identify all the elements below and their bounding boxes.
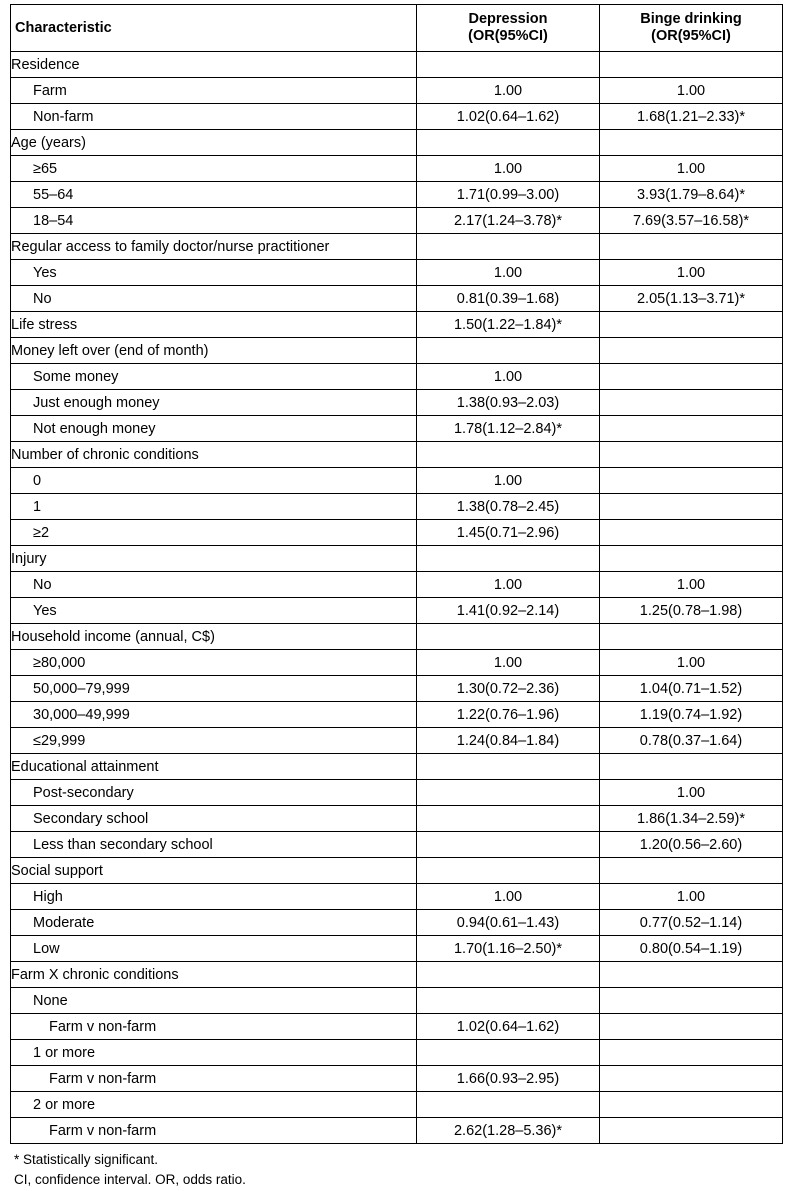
cell-depression (417, 130, 600, 156)
table-row (11, 104, 783, 130)
table-row (11, 520, 783, 546)
cell-depression: 1.00 (417, 78, 600, 104)
table-row (11, 624, 783, 650)
cell-depression (417, 1092, 600, 1118)
cell-binge-drinking: 1.00 (600, 78, 783, 104)
row-label: Post-secondary (11, 780, 417, 806)
table-row (11, 260, 783, 286)
cell-depression (417, 962, 600, 988)
table-row (11, 442, 783, 468)
cell-binge-drinking (600, 962, 783, 988)
footnote: CI, confidence interval. OR, odds ratio. (14, 1172, 246, 1188)
row-label: Some money (11, 364, 417, 390)
cell-depression: 1.78(1.12–2.84)* (417, 416, 600, 442)
row-label: Household income (annual, C$) (11, 624, 417, 650)
table-row (11, 806, 783, 832)
cell-binge-drinking: 1.00 (600, 260, 783, 286)
cell-depression: 1.50(1.22–1.84)* (417, 312, 600, 338)
row-label: ≥80,000 (11, 650, 417, 676)
cell-binge-drinking: 1.00 (600, 650, 783, 676)
cell-depression: 1.41(0.92–2.14) (417, 598, 600, 624)
cell-binge-drinking (600, 52, 783, 78)
row-label: Residence (11, 52, 417, 78)
table-row (11, 1040, 783, 1066)
row-label: Money left over (end of month) (11, 338, 417, 364)
table-header-row (11, 5, 783, 52)
cell-depression (417, 338, 600, 364)
cell-binge-drinking (600, 364, 783, 390)
cell-depression (417, 806, 600, 832)
cell-binge-drinking: 1.25(0.78–1.98) (600, 598, 783, 624)
row-label: 0 (11, 468, 417, 494)
cell-depression: 1.00 (417, 884, 600, 910)
cell-binge-drinking: 1.19(0.74–1.92) (600, 702, 783, 728)
table-row (11, 182, 783, 208)
cell-depression: 1.38(0.93–2.03) (417, 390, 600, 416)
cell-depression: 1.00 (417, 572, 600, 598)
cell-binge-drinking (600, 338, 783, 364)
cell-depression: 1.00 (417, 156, 600, 182)
table-row (11, 1092, 783, 1118)
table-row (11, 364, 783, 390)
cell-depression (417, 442, 600, 468)
footnote: * Statistically significant. (14, 1152, 159, 1167)
table-row (11, 468, 783, 494)
row-label: Not enough money (11, 416, 417, 442)
cell-depression (417, 858, 600, 884)
cell-binge-drinking: 1.00 (600, 572, 783, 598)
cell-depression (417, 754, 600, 780)
cell-binge-drinking (600, 1118, 783, 1144)
cell-binge-drinking: 1.20(0.56–2.60) (600, 832, 783, 858)
row-label: Life stress (11, 312, 417, 338)
row-label: High (11, 884, 417, 910)
cell-depression: 1.22(0.76–1.96) (417, 702, 600, 728)
row-label: Farm (11, 78, 417, 104)
table-row (11, 416, 783, 442)
table-row (11, 546, 783, 572)
table-row (11, 1066, 783, 1092)
row-label: Educational attainment (11, 754, 417, 780)
table-row (11, 650, 783, 676)
cell-binge-drinking (600, 624, 783, 650)
cell-depression (417, 988, 600, 1014)
row-label: ≥65 (11, 156, 417, 182)
row-label: Farm X chronic conditions (11, 962, 417, 988)
cell-binge-drinking (600, 390, 783, 416)
column-header-binge-line1: Binge drinking (640, 11, 742, 28)
cell-depression: 1.24(0.84–1.84) (417, 728, 600, 754)
cell-binge-drinking: 1.04(0.71–1.52) (600, 676, 783, 702)
row-label: 55–64 (11, 182, 417, 208)
table-row (11, 910, 783, 936)
column-header-depression-line1: Depression (468, 11, 548, 28)
cell-depression: 1.00 (417, 260, 600, 286)
row-label: Age (years) (11, 130, 417, 156)
cell-depression: 1.30(0.72–2.36) (417, 676, 600, 702)
row-label: 1 or more (11, 1040, 417, 1066)
cell-depression: 1.45(0.71–2.96) (417, 520, 600, 546)
row-label: Low (11, 936, 417, 962)
table-row (11, 702, 783, 728)
cell-depression: 1.71(0.99–3.00) (417, 182, 600, 208)
column-header-depression-line2: (OR(95%CI) (468, 28, 548, 44)
cell-binge-drinking (600, 130, 783, 156)
table-row (11, 52, 783, 78)
cell-depression: 1.00 (417, 364, 600, 390)
cell-binge-drinking: 1.00 (600, 780, 783, 806)
table-row (11, 858, 783, 884)
row-label: 50,000–79,999 (11, 676, 417, 702)
row-label: 1 (11, 494, 417, 520)
cell-binge-drinking (600, 416, 783, 442)
row-label: 30,000–49,999 (11, 702, 417, 728)
row-label: 18–54 (11, 208, 417, 234)
table-row (11, 832, 783, 858)
cell-binge-drinking (600, 754, 783, 780)
row-label: No (11, 286, 417, 312)
row-label: Less than secondary school (11, 832, 417, 858)
table-row (11, 494, 783, 520)
row-label: 2 or more (11, 1092, 417, 1118)
column-header-binge-drinking (600, 5, 783, 52)
row-label: No (11, 572, 417, 598)
row-label: Yes (11, 598, 417, 624)
cell-depression (417, 832, 600, 858)
row-label: Number of chronic conditions (11, 442, 417, 468)
row-label: Farm v non-farm (11, 1014, 417, 1040)
table-row (11, 338, 783, 364)
table-row (11, 390, 783, 416)
row-label: ≤29,999 (11, 728, 417, 754)
cell-binge-drinking (600, 494, 783, 520)
table-row (11, 286, 783, 312)
cell-binge-drinking (600, 520, 783, 546)
cell-binge-drinking (600, 468, 783, 494)
table-footnotes (10, 1150, 782, 1191)
row-label: Farm v non-farm (11, 1066, 417, 1092)
row-label: Farm v non-farm (11, 1118, 417, 1144)
cell-binge-drinking (600, 858, 783, 884)
cell-depression: 0.81(0.39–1.68) (417, 286, 600, 312)
cell-depression: 0.94(0.61–1.43) (417, 910, 600, 936)
table-row (11, 312, 783, 338)
column-header-binge-line2: (OR(95%CI) (651, 28, 731, 44)
cell-binge-drinking: 0.80(0.54–1.19) (600, 936, 783, 962)
row-label: None (11, 988, 417, 1014)
row-label: Secondary school (11, 806, 417, 832)
cell-binge-drinking: 7.69(3.57–16.58)* (600, 208, 783, 234)
cell-depression: 1.00 (417, 468, 600, 494)
table-row (11, 130, 783, 156)
cell-depression (417, 624, 600, 650)
column-header-characteristic: Characteristic (11, 5, 417, 52)
table-row (11, 234, 783, 260)
table-body (11, 52, 783, 1144)
table-row (11, 884, 783, 910)
table-row (11, 728, 783, 754)
column-header-depression (417, 5, 600, 52)
cell-depression: 1.02(0.64–1.62) (417, 1014, 600, 1040)
table-row (11, 598, 783, 624)
row-label: Regular access to family doctor/nurse practitioner (11, 234, 417, 260)
row-label: Just enough money (11, 390, 417, 416)
table-row (11, 936, 783, 962)
cell-depression (417, 1040, 600, 1066)
cell-depression (417, 234, 600, 260)
cell-binge-drinking (600, 1066, 783, 1092)
table-row (11, 988, 783, 1014)
cell-binge-drinking (600, 988, 783, 1014)
cell-binge-drinking: 3.93(1.79–8.64)* (600, 182, 783, 208)
cell-binge-drinking: 2.05(1.13–3.71)* (600, 286, 783, 312)
cell-binge-drinking: 1.00 (600, 156, 783, 182)
cell-binge-drinking (600, 312, 783, 338)
cell-binge-drinking (600, 1092, 783, 1118)
cell-depression: 1.66(0.93–2.95) (417, 1066, 600, 1092)
cell-depression (417, 52, 600, 78)
cell-depression: 1.38(0.78–2.45) (417, 494, 600, 520)
cell-binge-drinking: 1.00 (600, 884, 783, 910)
table-row (11, 1118, 783, 1144)
cell-depression: 2.62(1.28–5.36)* (417, 1118, 600, 1144)
row-label: Moderate (11, 910, 417, 936)
table-row (11, 208, 783, 234)
table-row (11, 572, 783, 598)
cell-binge-drinking (600, 234, 783, 260)
cell-depression: 1.02(0.64–1.62) (417, 104, 600, 130)
cell-binge-drinking: 0.78(0.37–1.64) (600, 728, 783, 754)
row-label: Non-farm (11, 104, 417, 130)
row-label: Yes (11, 260, 417, 286)
cell-binge-drinking (600, 442, 783, 468)
cell-binge-drinking (600, 546, 783, 572)
cell-depression (417, 780, 600, 806)
cell-depression (417, 546, 600, 572)
cell-depression: 2.17(1.24–3.78)* (417, 208, 600, 234)
row-label: Social support (11, 858, 417, 884)
table-row (11, 676, 783, 702)
row-label: Injury (11, 546, 417, 572)
cell-binge-drinking (600, 1040, 783, 1066)
table-row (11, 78, 783, 104)
table-row (11, 754, 783, 780)
cell-binge-drinking: 1.86(1.34–2.59)* (600, 806, 783, 832)
results-table (10, 4, 783, 1144)
table-row (11, 780, 783, 806)
cell-binge-drinking: 1.68(1.21–2.33)* (600, 104, 783, 130)
table-row (11, 962, 783, 988)
cell-depression: 1.00 (417, 650, 600, 676)
table-row (11, 156, 783, 182)
table-header (11, 5, 783, 52)
table-row (11, 1014, 783, 1040)
cell-binge-drinking: 0.77(0.52–1.14) (600, 910, 783, 936)
cell-binge-drinking (600, 1014, 783, 1040)
row-label: ≥2 (11, 520, 417, 546)
cell-depression: 1.70(1.16–2.50)* (417, 936, 600, 962)
